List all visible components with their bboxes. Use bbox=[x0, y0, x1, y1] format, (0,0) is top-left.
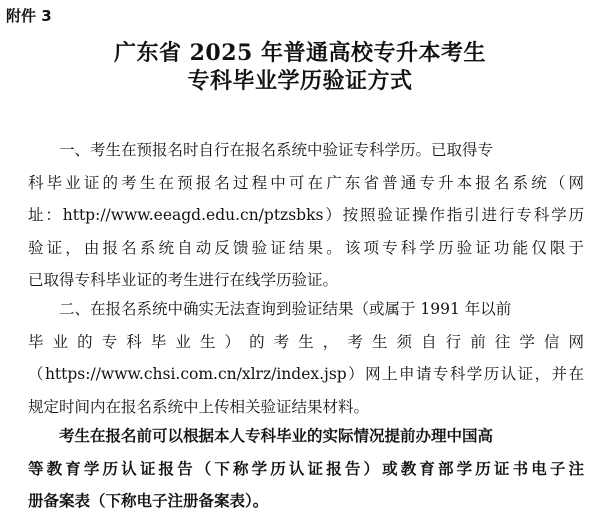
paragraph-1-line-2: 科毕业证的考生在预报名过程中可在广东省普通专升本报名系统（网 bbox=[28, 173, 584, 192]
paragraph-1-line-3: 址：http://www.eeagd.edu.cn/ptzsbks）按照验证操作指引进行专科学历 bbox=[28, 206, 584, 224]
paragraph-2-line-3: （https://www.chsi.com.cn/xlrz/index.jsp）网上申请专科学历认证，并在 bbox=[28, 365, 584, 383]
paragraph-1-line-4: 验证，由报名系统自动反馈验证结果。该项专科学历验证功能仅限于 bbox=[28, 238, 584, 257]
paragraph-1-line-1: 一、考生在预报名时自行在报名系统中验证专科学历。已取得专 bbox=[59, 141, 494, 159]
paragraph-3-line-3: 册备案表（下称电子注册备案表）。 bbox=[28, 491, 269, 510]
paragraph-2 bbox=[28, 293, 584, 423]
document-title-line-1: 广东省 2025 年普通高校专升本考生 bbox=[113, 40, 487, 66]
attachment-label: 附件 3 bbox=[6, 7, 52, 25]
paragraph-2-line-1: 二、在报名系统中确实无法查询到验证结果（或属于 1991 年以前 bbox=[59, 300, 512, 318]
paragraph-1-line-5: 已取得专科毕业证的考生进行在线学历验证。 bbox=[28, 271, 339, 289]
paragraph-3-line-1: 考生在报名前可以根据本人专科毕业的实际情况提前办理中国高 bbox=[59, 426, 494, 445]
paragraph-1 bbox=[28, 134, 584, 297]
paragraph-3 bbox=[28, 420, 584, 518]
document-title-line-2: 专科毕业学历验证方式 bbox=[187, 68, 413, 94]
paragraph-3-line-2: 等教育学历认证报告（下称学历认证报告）或教育部学历证书电子注 bbox=[28, 458, 584, 478]
paragraph-2-line-4: 规定时间内在报名系统中上传相关验证结果材料。 bbox=[28, 397, 370, 416]
paragraph-2-line-2: 毕 业 的 专 科 毕 业 生 ） 的 考 生 ， 考 生 须 自 行 前 往 学 信 网 bbox=[28, 332, 584, 351]
